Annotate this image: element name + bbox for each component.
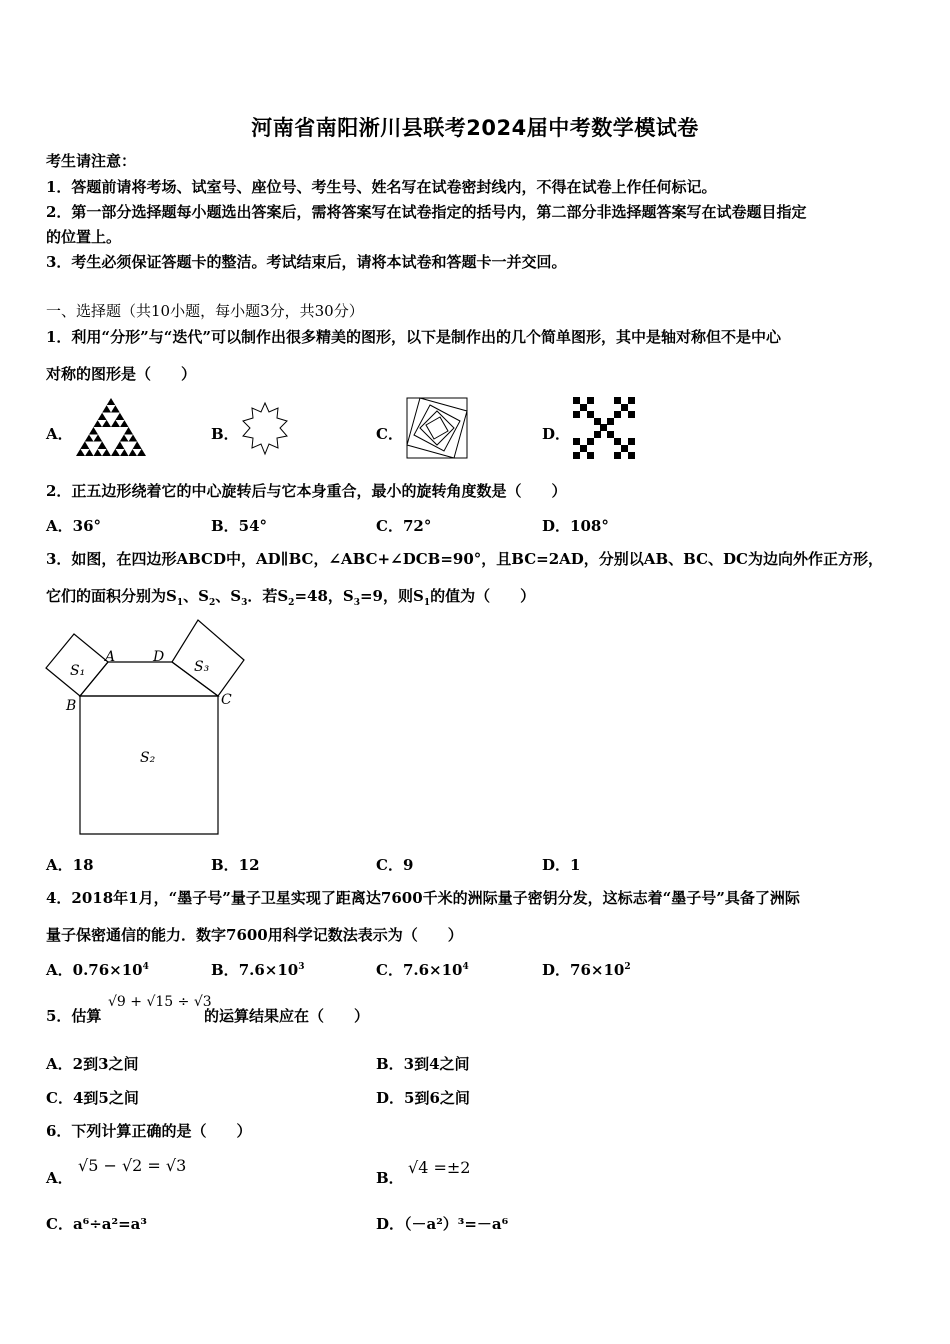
notice-heading: 考生请注意： [46,152,137,170]
q5-expression: √9 + √15 ÷ √3 [108,994,212,1010]
label-a: A [105,649,116,665]
q6-option-c: C．a⁶÷a²=a³ [46,1215,147,1233]
notice-item: 2．第一部分选择题每小题选出答案后，需将答案写在试卷指定的括号内，第二部分非选择题答案写在试卷题目指定 [46,203,807,221]
koch-snowflake-figure [236,400,294,458]
q1-option-a: A． [46,425,73,443]
q3-option-a: A．18 [46,856,94,874]
q6-option-b-label: B． [376,1169,404,1187]
q2-option-d: D．108° [542,517,609,535]
label-s1: S₁ [70,663,86,679]
q1-text: 对称的图形是（ ） [46,365,197,383]
q3-text: 3．如图，在四边形ABCD中，AD∥BC，∠ABC+∠DCB=90°，且BC=2AD，分别以AB、BC、DC为边向外作正方形， [46,550,883,568]
q4-option-d: D．$76\times 10^2$ [542,961,631,979]
notice-item: 3．考生必须保证答题卡的整洁。考试结束后，请将本试卷和答题卡一并交回。 [46,253,567,271]
q5-suffix: 的运算结果应在（ ） [204,1007,370,1025]
label-s2: S₂ [140,750,156,766]
label-s3: S₃ [194,659,210,675]
q2-option-c: C．72° [376,517,432,535]
q5-option-c: C．4到5之间 [46,1089,139,1107]
q1-option-c: C． [376,425,403,443]
q2-option-b: B．54° [211,517,268,535]
notice-item: 1．答题前请将考场、试室号、座位号、考生号、姓名写在试卷密封线内，不得在试卷上作任何标记。 [46,178,717,196]
q2-text: 2．正五边形绕着它的中心旋转后与它本身重合，最小的旋转角度数是（ ） [46,482,567,500]
sierpinski-triangle-figure [74,396,148,458]
q4-text: 4．2018年1月，“墨子号”量子卫星实现了距离达7600千米的洲际量子密钥分发，这标志着“墨子号”具备了洲际 [46,889,800,907]
q5-prefix: 5．估算 [46,1007,102,1025]
q1-option-d: D． [542,425,571,443]
label-c: C [221,692,232,708]
q5-option-b: B．3到4之间 [376,1055,470,1073]
q3-option-d: D．1 [542,856,581,874]
q4-option-b: B．$7.6\times 10^3$ [211,961,305,979]
nested-squares-figure [406,397,468,459]
section-heading: 一、选择题（共10小题，每小题3分，共30分） [46,302,364,320]
notice-item: 的位置上。 [46,228,122,246]
q2-option-a: A．36° [46,517,102,535]
checker-fractal-figure [573,397,635,459]
q4-option-a: A．$0.76\times 10^4$ [46,961,149,979]
q6-option-a-label: A． [46,1169,73,1187]
q3-option-b: B．12 [211,856,260,874]
q1-option-b: B． [211,425,239,443]
q1-text: 1．利用“分形”与“迭代”可以制作出很多精美的图形，以下是制作出的几个简单图形，其中是轴对称但不是中心 [46,328,781,346]
q5-option-a: A．2到3之间 [46,1055,139,1073]
q6-option-a-expression: √5 − √2 = √3 [78,1156,187,1175]
page-title: 河南省南阳淅川县联考2024届中考数学模试卷 [251,116,699,140]
q3-text: 它们的面积分别为$S_1$、$S_2$、$S_3$．若$S_2=48$，$S_3=9$，则$S_1$的值为（ ） [46,587,536,608]
q3-option-c: C．9 [376,856,414,874]
label-b: B [66,698,77,714]
q6-text: 6．下列计算正确的是（ ） [46,1122,252,1140]
q5-option-d: D．5到6之间 [376,1089,470,1107]
q4-text: 量子保密通信的能力．数字7600用科学记数法表示为（ ） [46,926,463,944]
label-d: D [153,649,165,665]
q6-option-d: D．（－a²）³=－a⁶ [376,1215,509,1233]
q4-option-c: C．$7.6\times 10^4$ [376,961,469,979]
q6-option-b-expression: √4 =±2 [408,1158,471,1177]
quadrilateral-squares-figure [40,612,260,844]
